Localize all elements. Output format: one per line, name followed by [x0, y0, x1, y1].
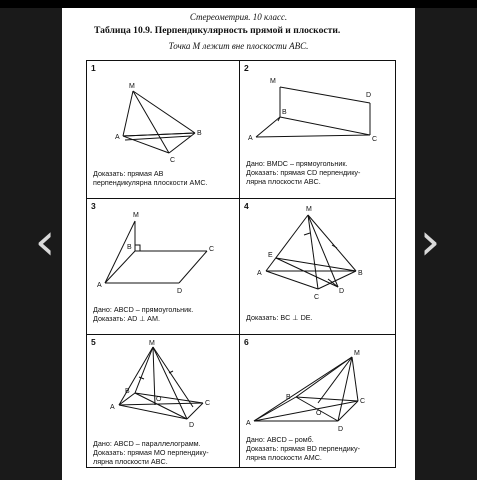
problem-cell-1 — [87, 61, 239, 197]
problem-grid — [86, 60, 396, 468]
fig2-label-m: M — [270, 78, 276, 85]
problem-5-line1: Дано: ABCD – параллелограмм. — [93, 439, 201, 448]
problem-2-line1: Дано: BMDC – прямоугольник. — [246, 159, 348, 168]
table-title: Таблица 10.9. Перпендикулярность прямой и плоскости. — [94, 25, 341, 36]
problem-cell-6 — [240, 335, 392, 471]
prev-page-arrow-icon[interactable]: ‹ — [34, 212, 56, 272]
fig6-label-o: O — [316, 410, 322, 417]
fig5-label-c: C — [205, 400, 211, 407]
fig1-label-b: B — [197, 130, 202, 137]
fig5-label-a: A — [110, 404, 115, 411]
problem-number-5: 5 — [91, 337, 96, 347]
fig4-label-e: E — [268, 252, 273, 259]
problem-cell-5 — [87, 335, 239, 471]
problem-6-line3: лярна плоскости AMC. — [246, 453, 322, 462]
fig2-label-c: C — [372, 136, 378, 143]
fig1-label-m: M — [129, 83, 135, 90]
problem-1-line1: Доказать: прямая AB — [93, 169, 164, 178]
problem-cell-3 — [87, 199, 239, 335]
fig2-label-d: D — [366, 92, 372, 99]
problem-2-line3: лярна плоскости ABC. — [246, 177, 321, 186]
problem-number-4: 4 — [244, 201, 249, 211]
fig4-label-m: M — [306, 206, 312, 213]
fig4-label-d: D — [339, 288, 345, 295]
fig3-label-m: M — [133, 212, 139, 219]
fig4-label-c: C — [314, 294, 320, 301]
next-page-arrow-icon[interactable]: › — [419, 212, 441, 272]
fig6-label-c: C — [360, 398, 366, 405]
problem-cell-4 — [240, 199, 392, 335]
fig6-label-d: D — [338, 426, 344, 433]
problem-6-line2: Доказать: прямая BD перпендику- — [246, 444, 361, 453]
fig4-label-b: B — [358, 270, 363, 277]
fig3-label-b: B — [127, 244, 132, 251]
problem-number-3: 3 — [91, 201, 96, 211]
fig2-label-b: B — [282, 109, 287, 116]
problem-number-6: 6 — [244, 337, 249, 347]
fig5-label-m: M — [149, 340, 155, 347]
problem-number-2: 2 — [244, 63, 249, 73]
fig3-label-c: C — [209, 246, 215, 253]
common-condition: Точка М лежит вне плоскости ABC. — [168, 41, 309, 51]
problem-3-line2: Доказать: AD ⊥ AM. — [93, 314, 160, 323]
fig5-label-d: D — [189, 422, 195, 429]
fig3-label-a: A — [97, 282, 102, 289]
fig4-label-a: A — [257, 270, 262, 277]
fig3-label-d: D — [177, 288, 183, 295]
fig5-label-o: O — [156, 396, 162, 403]
screen-top-bezel — [0, 0, 477, 8]
fig5-label-b: B — [125, 388, 130, 395]
fig1-label-c: C — [170, 157, 176, 164]
book-subtitle: Стереометрия. 10 класс. — [189, 12, 288, 22]
fig2-label-a: A — [248, 135, 253, 142]
problem-1-line2: перпендикулярна плоскости AMC. — [93, 178, 208, 187]
fig6-label-m: M — [354, 350, 360, 357]
fig1-label-a: A — [115, 134, 120, 141]
fig6-label-a: A — [246, 420, 251, 427]
fig6-label-b: B — [286, 394, 291, 401]
problem-cell-2 — [240, 61, 392, 197]
problem-4-line1: Доказать: BC ⊥ DE. — [246, 313, 313, 322]
problem-number-1: 1 — [91, 63, 96, 73]
problem-6-line1: Дано: ABCD – ромб. — [246, 435, 314, 444]
textbook-page — [62, 8, 415, 480]
problem-5-line3: лярна плоскости ABC. — [93, 457, 168, 466]
problem-3-line1: Дано: ABCD – прямоугольник. — [93, 305, 194, 314]
problem-2-line2: Доказать: прямая CD перпендику- — [246, 168, 361, 177]
problem-5-line2: Доказать: прямая MO перпендику- — [93, 448, 209, 457]
